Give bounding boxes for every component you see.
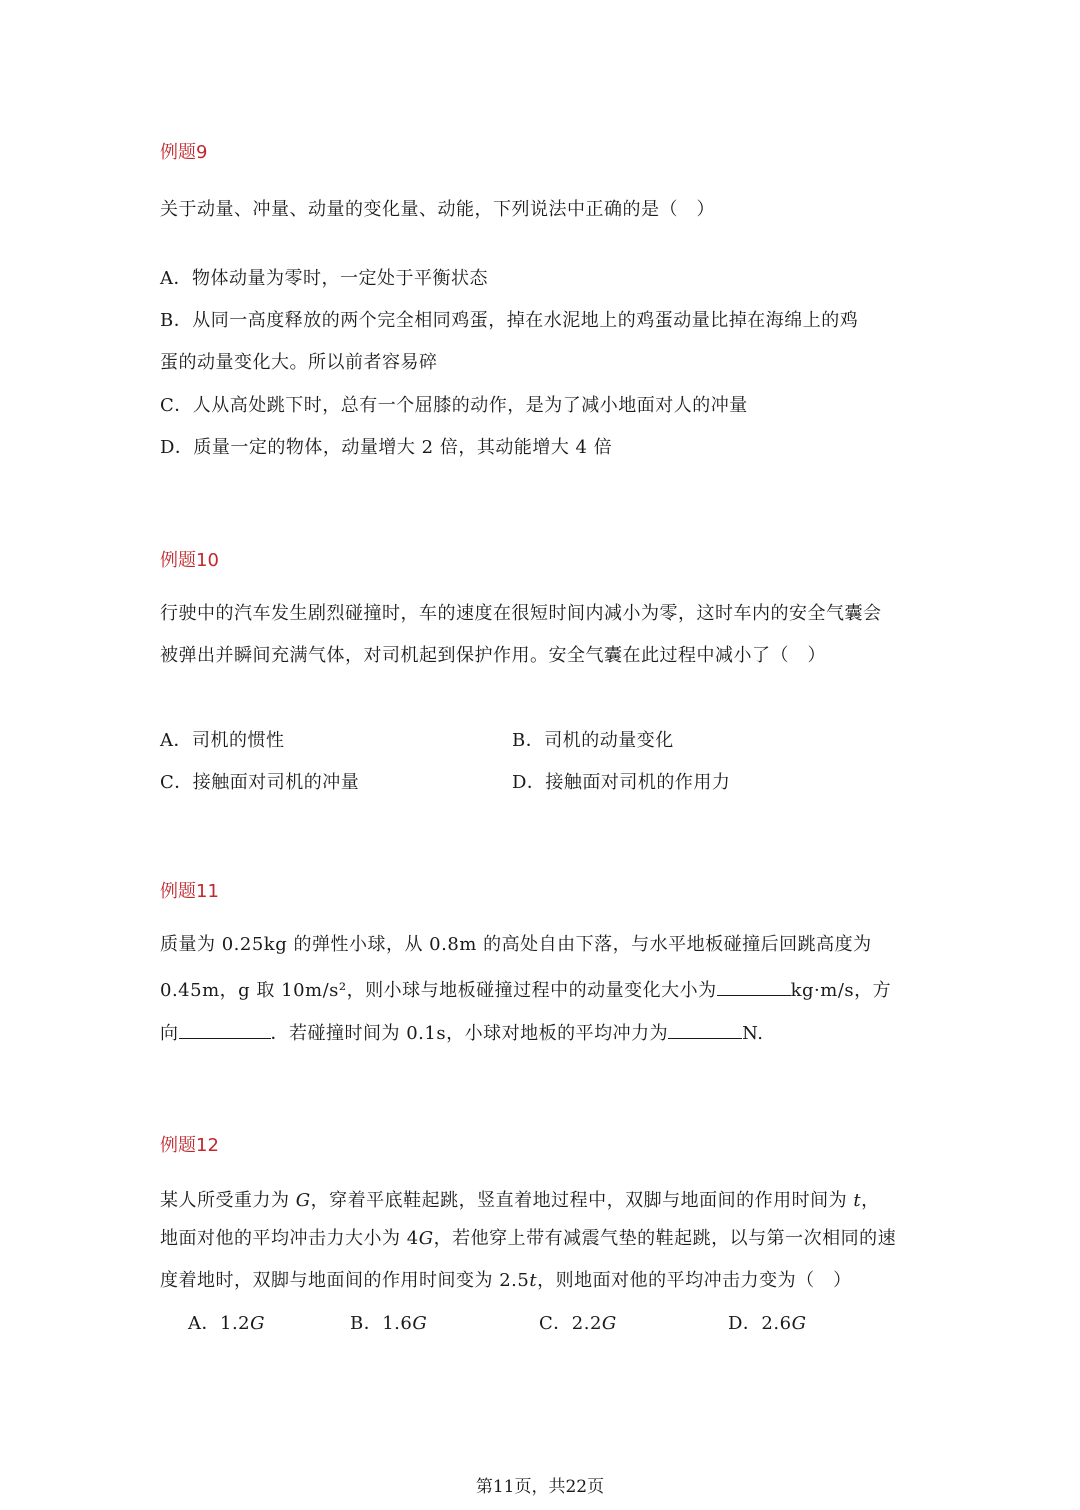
q12-line2-part2: ，若他穿上带有减震气垫的鞋起跳，以与第一次相同的速 [433, 1228, 897, 1249]
q12-option-c-text: C．2.2 [539, 1313, 602, 1334]
q12-option-b [350, 1309, 427, 1335]
q12-line3-part1: 度着地时，双脚与地面间的作用时间变为 2.5 [160, 1270, 530, 1291]
q12-option-a-text: A．1.2 [188, 1313, 251, 1334]
q9-option-a: A．物体动量为零时，一定处于平衡状态 [160, 268, 488, 289]
q12-symbol-g: G [601, 1313, 617, 1334]
q10-stem-line1: 行驶中的汽车发生剧烈碰撞时，车的速度在很短时间内减小为零，这时车内的安全气囊会 [160, 603, 882, 624]
q12-line1-part3: ， [861, 1190, 880, 1211]
q12-line1-part2: ，穿着平底鞋起跳，竖直着地过程中，双脚与地面间的作用时间为 [310, 1190, 854, 1211]
q11-line2-unit: kg·m/s，方 [790, 980, 892, 1001]
q12-option-d-text: D．2.6 [728, 1313, 792, 1334]
q9-option-c: C．人从高处跳下时，总有一个屈膝的动作，是为了减小地面对人的冲量 [160, 395, 748, 416]
answer-blank-force [668, 1020, 742, 1039]
q12-line1-part1: 某人所受重力为 [160, 1190, 296, 1211]
q10-option-d: D．接触面对司机的作用力 [512, 772, 731, 793]
q9-option-d: D．质量一定的物体，动量增大 2 倍，其动能增大 4 倍 [160, 437, 613, 458]
q12-symbol-t: t [529, 1270, 538, 1291]
answer-blank-direction [179, 1020, 271, 1039]
q11-line2-text: 0.45m，g 取 10m/s²，则小球与地板碰撞过程中的动量变化大小为 [160, 980, 717, 1001]
q10-option-b: B．司机的动量变化 [512, 730, 674, 751]
q11-line3-text: 向 [160, 1023, 179, 1044]
q11-title: 例题11 [160, 881, 219, 902]
q12-line3 [160, 1266, 852, 1292]
q10-title: 例题10 [160, 550, 219, 571]
q10-option-c: C．接触面对司机的冲量 [160, 772, 360, 793]
answer-blank-momentum [717, 977, 791, 996]
q12-symbol-t: t [853, 1190, 862, 1211]
q12-line3-part2: ，则地面对他的平均冲击力变为（ ） [537, 1270, 852, 1291]
q12-option-c [539, 1309, 617, 1335]
q10-option-a: A．司机的惯性 [160, 730, 285, 751]
q12-symbol-g: G [791, 1313, 807, 1334]
q11-line1: 质量为 0.25kg 的弹性小球，从 0.8m 的高处自由下落，与水平地板碰撞后回跳高度为 [160, 934, 872, 955]
q12-line2 [160, 1224, 896, 1250]
q9-stem: 关于动量、冲量、动量的变化量、动能，下列说法中正确的是（ ） [160, 199, 715, 220]
q10-stem-line2: 被弹出并瞬间充满气体，对司机起到保护作用。安全气囊在此过程中减小了（ ） [160, 645, 826, 666]
q9-option-b-line1: B．从同一高度释放的两个完全相同鸡蛋，掉在水泥地上的鸡蛋动量比掉在海绵上的鸡 [160, 310, 859, 331]
q9-option-b-line2: 蛋的动量变化大。所以前者容易碎 [160, 352, 438, 373]
q12-option-b-text: B．1.6 [350, 1313, 413, 1334]
q9-title: 例题9 [160, 142, 208, 163]
q11-line3-unit: N. [742, 1023, 764, 1044]
q11-line3 [160, 1019, 763, 1045]
page-number-footer: 第11页，共22页 [475, 1477, 605, 1497]
q12-line1 [160, 1186, 880, 1212]
q12-symbol-g: G [295, 1190, 311, 1211]
q12-title: 例题12 [160, 1135, 219, 1156]
q11-line2 [160, 976, 891, 1002]
q12-symbol-g: G [412, 1313, 428, 1334]
q11-line3-mid: ．若碰撞时间为 0.1s，小球对地板的平均冲力为 [270, 1023, 669, 1044]
q12-symbol-g: G [418, 1228, 434, 1249]
q12-line2-part1: 地面对他的平均冲击力大小为 4 [160, 1228, 419, 1249]
q12-option-a [188, 1309, 265, 1335]
q12-option-d [728, 1309, 806, 1335]
q12-symbol-g: G [250, 1313, 266, 1334]
